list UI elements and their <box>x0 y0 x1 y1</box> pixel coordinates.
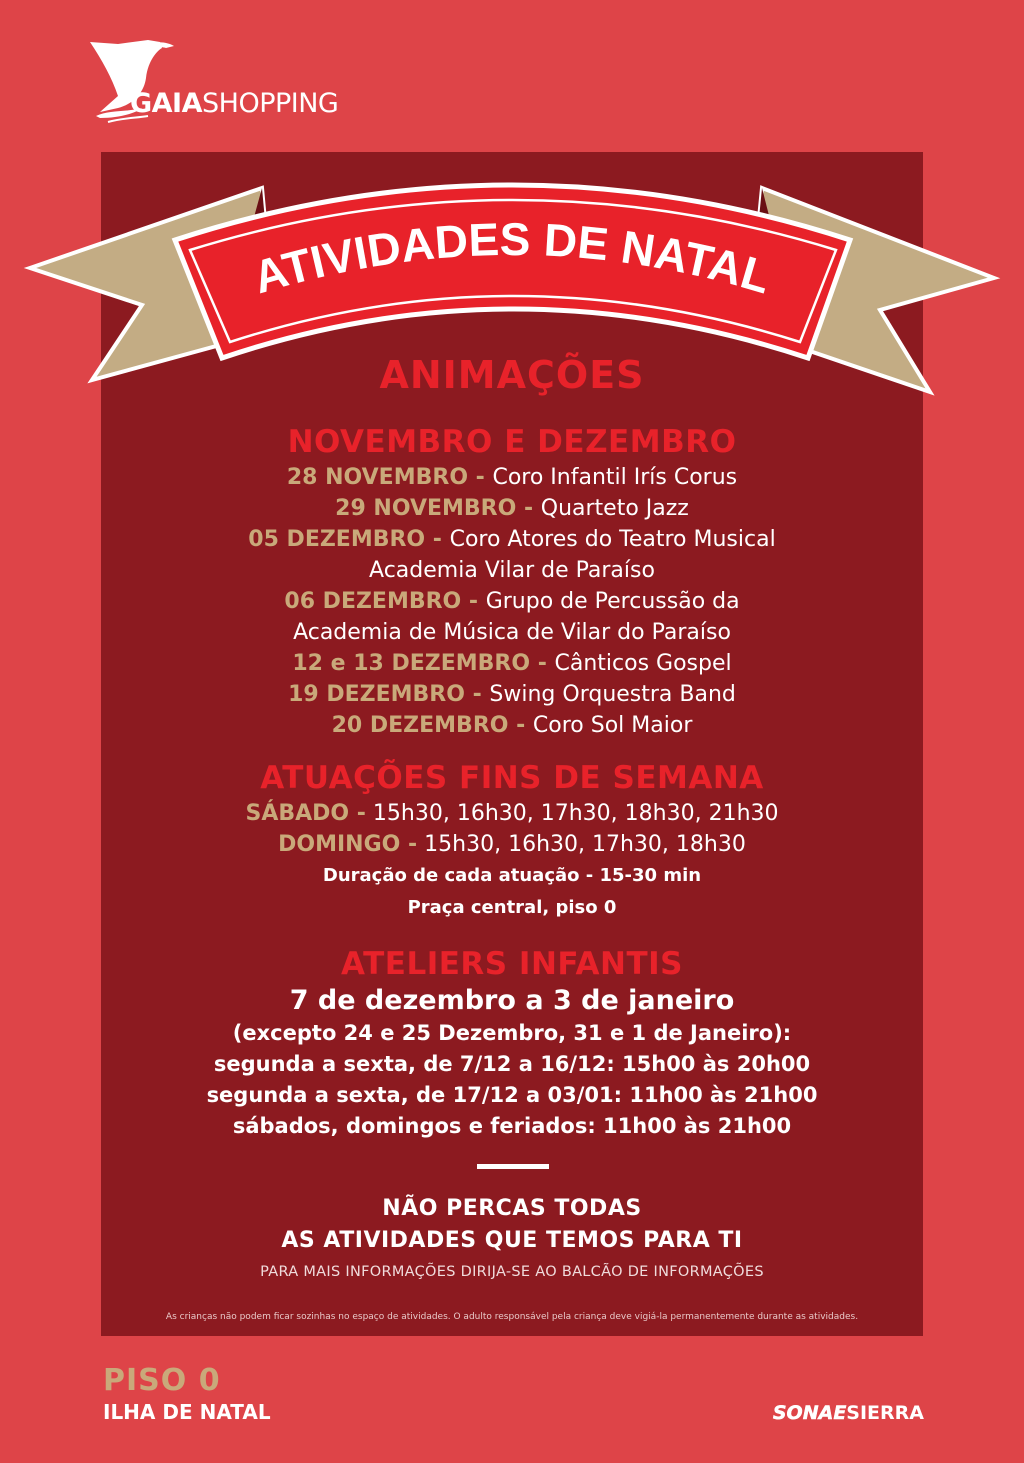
ateliers-section <box>101 944 923 1142</box>
divider <box>477 1164 549 1169</box>
ateliers-list <box>101 1018 923 1142</box>
event-date: 05 DEZEMBRO - <box>248 527 450 552</box>
animacoes-list <box>101 462 923 741</box>
sabado-label: SÁBADO - <box>245 801 366 826</box>
cta-line2: AS ATIVIDADES QUE TEMOS PARA TI <box>281 1228 743 1253</box>
cta-info: PARA MAIS INFORMAÇÕES DIRIJA-SE AO BALCÃO DE INFORMAÇÕES <box>260 1264 764 1280</box>
event-name: Swing Orquestra Band <box>489 682 736 707</box>
disclaimer: As crianças não podem ficar sozinhas no espaço de atividades. O adulto responsável pela criança deve vigiá-la permanentemente durante as atividades. <box>165 1312 859 1322</box>
event-date: 20 DEZEMBRO - <box>331 713 533 738</box>
event-date: 12 e 13 DEZEMBRO - <box>292 651 555 676</box>
domingo-times: 15h30, 16h30, 17h30, 18h30 <box>424 832 746 857</box>
event-row <box>101 679 923 710</box>
event-name: Academia Vilar de Paraíso <box>369 558 655 583</box>
animacoes-heading: ANIMAÇÕES <box>379 353 645 397</box>
banner-title: ATIVIDADES DE NATAL <box>247 212 777 304</box>
domingo-row <box>101 829 923 860</box>
animacoes-subheading: NOVEMBRO E DEZEMBRO <box>287 424 737 460</box>
event-name: Cânticos Gospel <box>554 651 732 676</box>
sonae-sierra-logo: SONAESIERRA <box>772 1402 924 1424</box>
atelier-schedule-line: segunda a sexta, de 17/12 a 03/01: 11h00 às 21h00 <box>206 1083 818 1107</box>
event-row <box>101 524 923 555</box>
event-name: Academia de Música de Vilar do Paraíso <box>293 620 731 645</box>
logo-wordmark: GAIASHOPPING <box>130 88 339 119</box>
place-label: ILHA DE NATAL <box>103 1400 271 1424</box>
cta-line1: NÃO PERCAS TODAS <box>382 1196 642 1221</box>
atelier-schedule-line: (excepto 24 e 25 Dezembro, 31 e 1 de Janeiro): <box>232 1021 792 1045</box>
ateliers-dates: 7 de dezembro a 3 de janeiro <box>289 985 735 1016</box>
sabado-times: 15h30, 16h30, 17h30, 18h30, 21h30 <box>372 801 779 826</box>
atuacoes-section <box>101 758 923 924</box>
event-date: 06 DEZEMBRO - <box>284 589 486 614</box>
atelier-schedule-line: segunda a sexta, de 7/12 a 16/12: 15h00 às 20h00 <box>213 1052 811 1076</box>
event-name: Coro Atores do Teatro Musical <box>449 527 776 552</box>
event-name: Grupo de Percussão da <box>485 589 740 614</box>
event-name: Quarteto Jazz <box>540 496 689 521</box>
event-name: Coro Sol Maior <box>532 713 693 738</box>
animacoes-section <box>101 350 923 741</box>
event-name: Coro Infantil Irís Corus <box>492 465 738 490</box>
ateliers-heading: ATELIERS INFANTIS <box>341 946 683 982</box>
sabado-row <box>101 798 923 829</box>
event-row <box>101 617 923 648</box>
atelier-schedule-line: sábados, domingos e feriados: 11h00 às 21h00 <box>232 1114 792 1138</box>
duracao-text: Duração de cada atuação - 15-30 min <box>322 865 702 886</box>
event-date: 28 NOVEMBRO - <box>286 465 493 490</box>
domingo-label: DOMINGO - <box>278 832 418 857</box>
event-date: 29 NOVEMBRO - <box>335 496 541 521</box>
atuacoes-heading: ATUAÇÕES FINS DE SEMANA <box>260 760 764 796</box>
floor-label: PISO 0 <box>103 1363 221 1398</box>
event-row <box>101 462 923 493</box>
event-row <box>101 555 923 586</box>
location-block <box>103 1363 271 1424</box>
event-row <box>101 493 923 524</box>
cta-section <box>101 1193 923 1287</box>
event-row <box>101 710 923 741</box>
event-row <box>101 648 923 679</box>
event-row <box>101 586 923 617</box>
event-date: 19 DEZEMBRO - <box>288 682 490 707</box>
local-text: Praça central, piso 0 <box>407 897 617 918</box>
